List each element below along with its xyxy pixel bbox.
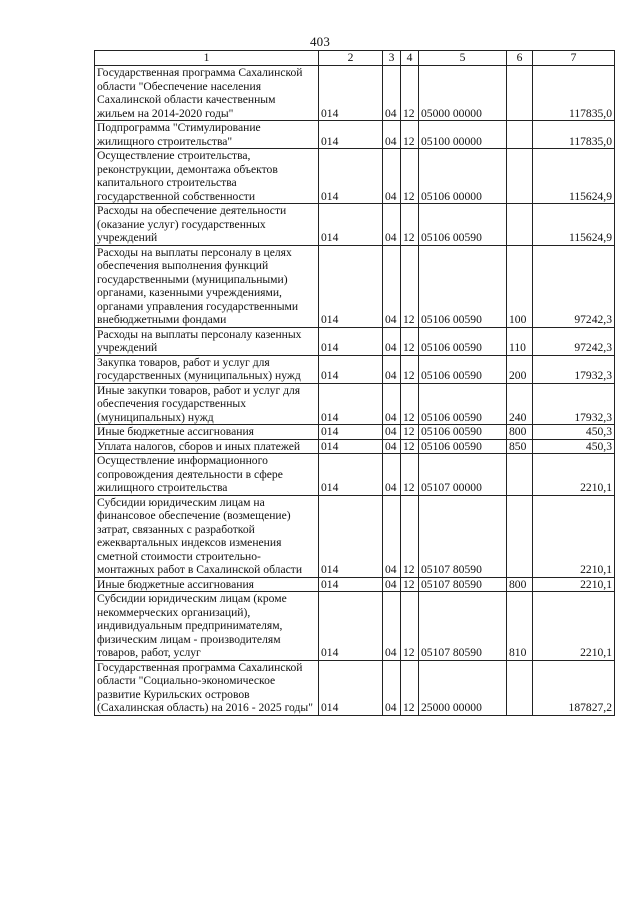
- expense-type-cell: [507, 204, 533, 246]
- table-row: [95, 660, 615, 715]
- amount-cell: 450,3: [533, 439, 615, 454]
- expense-type-cell: 200: [507, 355, 533, 383]
- ministry-code-cell: 014: [319, 439, 383, 454]
- subsection-code-cell: 12: [401, 121, 419, 149]
- row-name-cell: Подпрограмма "Стимулирование жилищного строительства": [95, 121, 319, 149]
- expense-type-cell: [507, 121, 533, 149]
- expense-type-cell: 110: [507, 327, 533, 355]
- budget-table: [94, 50, 615, 716]
- ministry-code-cell: 014: [319, 660, 383, 715]
- section-code-cell: 04: [383, 454, 401, 496]
- amount-cell: 17932,3: [533, 355, 615, 383]
- table-body: [95, 66, 615, 716]
- ministry-code-cell: 014: [319, 577, 383, 592]
- target-article-cell: 25000 00000: [419, 660, 507, 715]
- subsection-code-cell: 12: [401, 245, 419, 327]
- subsection-code-cell: 12: [401, 149, 419, 204]
- row-name-cell: Осуществление строительства, реконструкции, демонтажа объектов капитального строительства государственной собственности: [95, 149, 319, 204]
- amount-cell: 2210,1: [533, 592, 615, 661]
- ministry-code-cell: 014: [319, 204, 383, 246]
- row-name-cell: Расходы на обеспечение деятельности (оказание услуг) государственных учреждений: [95, 204, 319, 246]
- row-name-cell: Государственная программа Сахалинской области "Социально-экономическое развитие Курильских островов (Сахалинская область) на 2016 - 2025 годы": [95, 660, 319, 715]
- header-col-7: 7: [533, 51, 615, 66]
- ministry-code-cell: 014: [319, 495, 383, 577]
- expense-type-cell: 800: [507, 425, 533, 440]
- subsection-code-cell: 12: [401, 660, 419, 715]
- target-article-cell: 05106 00590: [419, 383, 507, 425]
- table-row: [95, 121, 615, 149]
- header-col-6: 6: [507, 51, 533, 66]
- table-row: [95, 149, 615, 204]
- ministry-code-cell: 014: [319, 425, 383, 440]
- ministry-code-cell: 014: [319, 383, 383, 425]
- subsection-code-cell: 12: [401, 425, 419, 440]
- amount-cell: 97242,3: [533, 327, 615, 355]
- target-article-cell: 05106 00590: [419, 439, 507, 454]
- table-row: [95, 355, 615, 383]
- subsection-code-cell: 12: [401, 495, 419, 577]
- amount-cell: 2210,1: [533, 454, 615, 496]
- header-row: [95, 51, 615, 66]
- section-code-cell: 04: [383, 149, 401, 204]
- row-name-cell: Закупка товаров, работ и услуг для государственных (муниципальных) нужд: [95, 355, 319, 383]
- expense-type-cell: 810: [507, 592, 533, 661]
- section-code-cell: 04: [383, 425, 401, 440]
- amount-cell: 97242,3: [533, 245, 615, 327]
- expense-type-cell: [507, 660, 533, 715]
- target-article-cell: 05107 80590: [419, 592, 507, 661]
- amount-cell: 2210,1: [533, 577, 615, 592]
- header-col-4: 4: [401, 51, 419, 66]
- section-code-cell: 04: [383, 495, 401, 577]
- header-col-5: 5: [419, 51, 507, 66]
- table-row: [95, 245, 615, 327]
- amount-cell: 187827,2: [533, 660, 615, 715]
- expense-type-cell: 240: [507, 383, 533, 425]
- target-article-cell: 05107 80590: [419, 577, 507, 592]
- subsection-code-cell: 12: [401, 327, 419, 355]
- subsection-code-cell: 12: [401, 66, 419, 121]
- section-code-cell: 04: [383, 383, 401, 425]
- section-code-cell: 04: [383, 327, 401, 355]
- table-row: [95, 592, 615, 661]
- expense-type-cell: [507, 66, 533, 121]
- row-name-cell: Государственная программа Сахалинской области "Обеспечение населения Сахалинской области качественным жильем на 2014-2020 годы": [95, 66, 319, 121]
- subsection-code-cell: 12: [401, 439, 419, 454]
- table-row: [95, 425, 615, 440]
- section-code-cell: 04: [383, 355, 401, 383]
- header-col-2: 2: [319, 51, 383, 66]
- row-name-cell: Расходы на выплаты персоналу в целях обеспечения выполнения функций государственными (муниципальными) органами, казенными учреждениями, органами управления государственными внебюджетными фондами: [95, 245, 319, 327]
- ministry-code-cell: 014: [319, 592, 383, 661]
- header-col-3: 3: [383, 51, 401, 66]
- section-code-cell: 04: [383, 439, 401, 454]
- section-code-cell: 04: [383, 592, 401, 661]
- amount-cell: 117835,0: [533, 121, 615, 149]
- ministry-code-cell: 014: [319, 355, 383, 383]
- amount-cell: 117835,0: [533, 66, 615, 121]
- amount-cell: 2210,1: [533, 495, 615, 577]
- table-row: [95, 495, 615, 577]
- expense-type-cell: 850: [507, 439, 533, 454]
- row-name-cell: Иные закупки товаров, работ и услуг для обеспечения государственных (муниципальных) нужд: [95, 383, 319, 425]
- subsection-code-cell: 12: [401, 383, 419, 425]
- amount-cell: 115624,9: [533, 149, 615, 204]
- section-code-cell: 04: [383, 660, 401, 715]
- table-row: [95, 454, 615, 496]
- table-row: [95, 66, 615, 121]
- section-code-cell: 04: [383, 245, 401, 327]
- table-row: [95, 327, 615, 355]
- ministry-code-cell: 014: [319, 66, 383, 121]
- target-article-cell: 05106 00590: [419, 245, 507, 327]
- subsection-code-cell: 12: [401, 204, 419, 246]
- row-name-cell: Субсидии юридическим лицам на финансовое обеспечение (возмещение) затрат, связанных с разработкой ежеквартальных индексов изменения сметной стоимости строительно-монтажных работ в Сахалинской области: [95, 495, 319, 577]
- amount-cell: 115624,9: [533, 204, 615, 246]
- table-row: [95, 383, 615, 425]
- ministry-code-cell: 014: [319, 454, 383, 496]
- table-row: [95, 577, 615, 592]
- page-number: 403: [309, 34, 331, 49]
- expense-type-cell: [507, 454, 533, 496]
- ministry-code-cell: 014: [319, 245, 383, 327]
- expense-type-cell: [507, 149, 533, 204]
- section-code-cell: 04: [383, 204, 401, 246]
- section-code-cell: 04: [383, 66, 401, 121]
- row-name-cell: Осуществление информационного сопровождения деятельности в сфере жилищного строительства: [95, 454, 319, 496]
- expense-type-cell: 100: [507, 245, 533, 327]
- row-name-cell: Расходы на выплаты персоналу казенных учреждений: [95, 327, 319, 355]
- expense-type-cell: [507, 495, 533, 577]
- target-article-cell: 05106 00000: [419, 149, 507, 204]
- amount-cell: 17932,3: [533, 383, 615, 425]
- target-article-cell: 05106 00590: [419, 425, 507, 440]
- ministry-code-cell: 014: [319, 121, 383, 149]
- subsection-code-cell: 12: [401, 454, 419, 496]
- section-code-cell: 04: [383, 121, 401, 149]
- subsection-code-cell: 12: [401, 577, 419, 592]
- subsection-code-cell: 12: [401, 355, 419, 383]
- header-col-1: 1: [95, 51, 319, 66]
- subsection-code-cell: 12: [401, 592, 419, 661]
- ministry-code-cell: 014: [319, 327, 383, 355]
- table-row: [95, 204, 615, 246]
- row-name-cell: Иные бюджетные ассигнования: [95, 425, 319, 440]
- target-article-cell: 05100 00000: [419, 121, 507, 149]
- row-name-cell: Уплата налогов, сборов и иных платежей: [95, 439, 319, 454]
- expense-type-cell: 800: [507, 577, 533, 592]
- target-article-cell: 05107 80590: [419, 495, 507, 577]
- table-row: [95, 439, 615, 454]
- target-article-cell: 05106 00590: [419, 355, 507, 383]
- target-article-cell: 05106 00590: [419, 204, 507, 246]
- row-name-cell: Иные бюджетные ассигнования: [95, 577, 319, 592]
- target-article-cell: 05106 00590: [419, 327, 507, 355]
- section-code-cell: 04: [383, 577, 401, 592]
- row-name-cell: Субсидии юридическим лицам (кроме некоммерческих организаций), индивидуальным предпринимателям, физическим лицам - производителям товаров, работ, услуг: [95, 592, 319, 661]
- target-article-cell: 05000 00000: [419, 66, 507, 121]
- ministry-code-cell: 014: [319, 149, 383, 204]
- amount-cell: 450,3: [533, 425, 615, 440]
- target-article-cell: 05107 00000: [419, 454, 507, 496]
